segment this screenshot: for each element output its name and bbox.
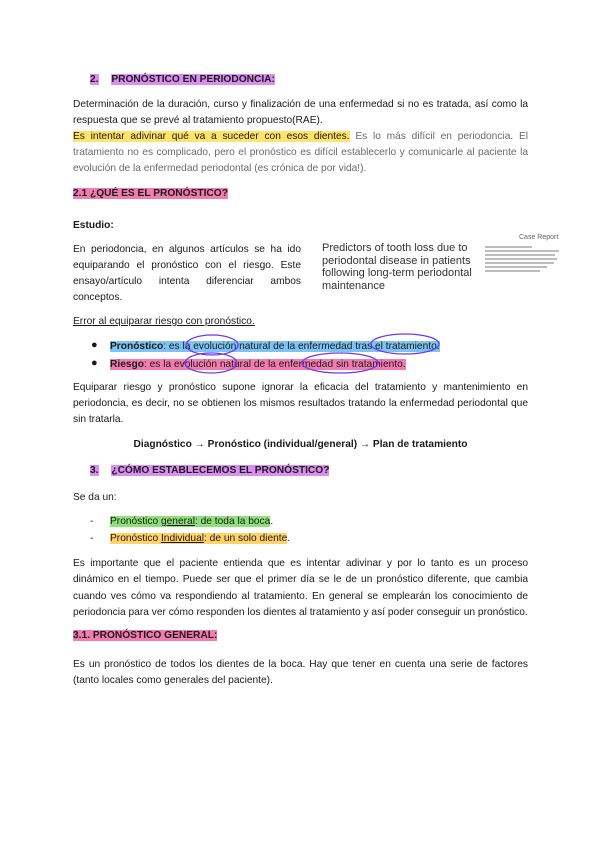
dash-item-individual-pre: Pronóstico	[110, 533, 161, 544]
section-3-number: 3.	[90, 465, 99, 476]
highlight-adivinar: Es intentar adivinar qué va a suceder con esos dientes.	[73, 131, 350, 142]
ink-circle-evolucion-1	[186, 335, 238, 355]
section-2-1-title: 2.1 ¿QUÉ ES EL PRONÓSTICO?	[73, 188, 228, 199]
paragraph-general: Es un pronóstico de todos los dientes de la boca. Hay que tener en cuenta una serie de factores (tanto locales como generales del paciente).	[73, 659, 528, 686]
dash-item-general-u: general	[160, 516, 195, 527]
section-2-colon: :	[271, 74, 275, 85]
section-2-title: PRONÓSTICO EN PERIODONCIA	[111, 74, 272, 85]
se-da-label: Se da un:	[73, 492, 117, 503]
dash-item-individual-post: : de un solo diente	[204, 533, 288, 544]
dash-item-general-post: : de toda la boca	[194, 516, 271, 527]
paragraph-importante: Es importante que el paciente entienda que es intentar adivinar y por lo tanto es un proceso dinámico en el tiempo. Puede ser que el primer día se le de un pronóstico diferente, que cambia cuando ves cómo va respondiendo al tratamiento. En general se emplearán los conocimiento de periodoncia para ver cómo responden los dientes al tratamiento y así poder conseguir un pronóstico.	[73, 558, 528, 618]
diagnosis-flow: Diagnóstico → Pronóstico (individual/general) → Plan de tratamiento	[133, 439, 468, 450]
dash-item-individual-end: .	[287, 533, 291, 544]
bullet-riesgo-text: : es la evolución natural de la enfermedad sin tratamiento.	[143, 359, 406, 370]
section-3-heading	[90, 465, 329, 476]
section-3-1-heading	[73, 630, 217, 641]
bullet-pronostico-text: : es la evolución natural de la enfermedad tras el tratamiento.	[163, 341, 440, 352]
dash-item-individual	[110, 533, 290, 544]
figure-title: Predictors of tooth loss due to periodontal disease in patients following long-term periodontal maintenance	[322, 242, 472, 292]
section-3-1-title: 3.1. PRONÓSTICO GENERAL	[73, 630, 214, 641]
paragraph-equiparar: Equiparar riesgo y pronóstico supone ignorar la eficacia del tratamiento y mantenimiento en periodoncia, es decir, no se obtienen los mismos resultados tratando la enfermedad periodontal que sin tratarla.	[73, 382, 528, 425]
case-report-label: Case Report	[519, 234, 559, 241]
section-3-title: ¿CÓMO ESTABLECEMOS EL PRONÓSTICO?	[111, 465, 330, 476]
dash-item-general-pre: Pronóstico	[110, 516, 161, 527]
section-3-1-colon: :	[213, 630, 218, 641]
ink-circle-evolucion-2	[185, 353, 237, 373]
paragraph-difficulty-rest: Es lo más difícil en periodoncia. El tratamiento no es complicado, pero el pronóstico es difícil establecerlo y comunicarle al paciente la evolución de la enfermedad periodontal (es crónica de por vida!).	[73, 131, 529, 174]
section-2-number: 2.	[90, 74, 99, 85]
dash-marker: -	[90, 533, 94, 544]
dash-item-individual-u: Individual	[160, 533, 205, 544]
bullet-riesgo-term: Riesgo	[110, 359, 144, 370]
estudio-label: Estudio:	[73, 220, 114, 231]
error-heading: Error al equiparar riesgo con pronóstico.	[73, 316, 255, 327]
dash-item-general	[110, 516, 273, 527]
dash-item-general-end: .	[270, 516, 274, 527]
paragraph-definition: Determinación de la duración, curso y finalización de una enfermedad si no es tratada, así como la respuesta que se prevé al tratamiento propuesto(RAE).	[73, 99, 528, 126]
bullet-dot: ●	[91, 339, 98, 351]
dash-marker: -	[90, 516, 94, 527]
estudio-text: En periodoncia, en algunos artículos se ha ido equiparando el pronóstico con el riesgo. Este ensayo/artículo intenta diferenciar ambos conceptos.	[73, 244, 301, 303]
ink-circle-tratamiento-1	[371, 334, 439, 354]
bullet-dot: ●	[91, 357, 98, 369]
ink-circle-sin-tratamiento	[302, 353, 378, 373]
bullet-pronostico-term: Pronóstico	[110, 341, 164, 352]
